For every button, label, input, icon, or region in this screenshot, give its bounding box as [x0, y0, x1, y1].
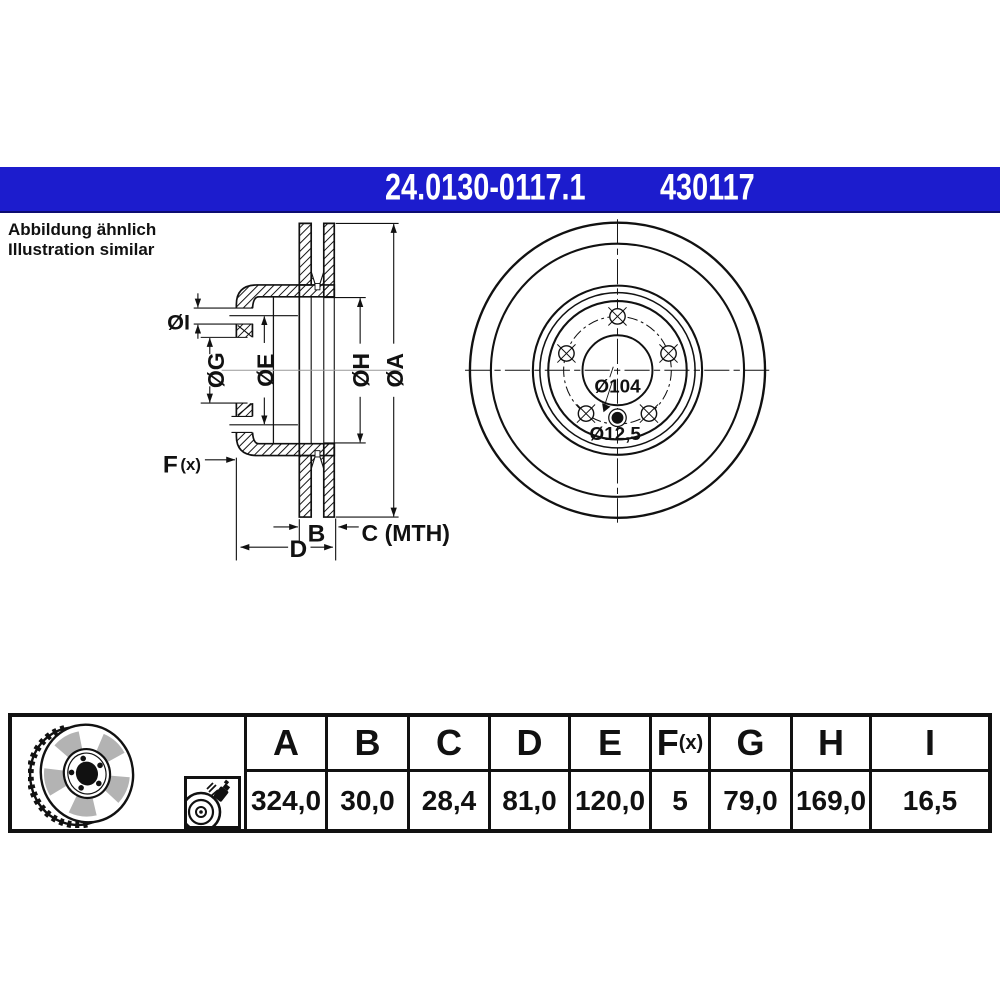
- bolt-hole: [659, 344, 677, 362]
- label-dia-i: ØI: [167, 309, 191, 335]
- header-label: F: [656, 722, 679, 763]
- label-bolt-pattern: Ø104: [594, 376, 641, 398]
- value-b: 30,0: [325, 772, 407, 829]
- col-header-a: [244, 717, 325, 772]
- label-dia-g: ØG: [202, 352, 229, 389]
- article-number: 430117: [660, 166, 755, 208]
- label-c: C (MTH): [361, 519, 450, 546]
- header-bar: [0, 167, 1000, 213]
- value-i: 16,5: [869, 772, 988, 829]
- bolt-hole: [557, 344, 575, 362]
- vent-chamfer: [320, 272, 324, 285]
- cross-section-labels: [163, 310, 450, 563]
- value-c: 28,4: [407, 772, 488, 829]
- dimension-lines: [194, 223, 399, 560]
- value-a: 324,0: [244, 772, 325, 829]
- product-image-cell: [12, 717, 244, 829]
- dimensions-table: [8, 713, 992, 833]
- value-g: 79,0: [708, 772, 790, 829]
- col-header-d: [488, 717, 568, 772]
- friction-plate-top-left: [299, 223, 311, 285]
- note-line-de: Abbildung ähnlich: [8, 220, 157, 239]
- col-header-i: [869, 717, 988, 772]
- friction-plate-bottom-right: [324, 444, 334, 517]
- value-f: 5: [649, 772, 708, 829]
- label-f: F: [162, 451, 178, 479]
- front-view: [465, 219, 770, 522]
- value-e: 120,0: [568, 772, 649, 829]
- value-d: 81,0: [488, 772, 568, 829]
- label-b: B: [307, 520, 326, 548]
- bolt-hole: [640, 405, 658, 423]
- header-label: A: [273, 722, 299, 763]
- vent-chamfer: [311, 456, 315, 469]
- note-line-en: Illustration similar: [8, 240, 155, 259]
- bolt-pattern-leader: [610, 367, 613, 377]
- col-header-c: [407, 717, 488, 772]
- friction-plate-bottom-left: [299, 456, 311, 518]
- header-label: G: [736, 722, 765, 763]
- bolt-hole: [608, 307, 626, 325]
- header-label: E: [597, 722, 622, 763]
- col-header-g: [708, 717, 790, 772]
- label-dia-e: ØE: [252, 353, 279, 387]
- label-pin-hole: Ø12,5: [589, 424, 641, 446]
- header-label: D: [516, 722, 543, 763]
- value-h: 169,0: [790, 772, 869, 829]
- part-number: 24.0130-0117.1: [385, 166, 586, 208]
- technical-drawing: [0, 215, 1000, 715]
- col-header-b: [325, 717, 407, 772]
- vent-chamfer: [311, 272, 315, 285]
- vent-chamfer: [320, 456, 324, 469]
- label-dia-a: ØA: [381, 352, 408, 388]
- header-label: H: [818, 722, 844, 763]
- header-label: I: [924, 722, 935, 763]
- header-label: C: [436, 722, 462, 763]
- label-d: D: [289, 535, 308, 563]
- col-header-e: [568, 717, 649, 772]
- header-suffix: (x): [678, 731, 704, 754]
- coating-icon-box: [184, 776, 241, 829]
- label-dia-h: ØH: [348, 352, 375, 388]
- label-f-sub: (x): [180, 455, 201, 475]
- bolt-hole: [577, 405, 595, 423]
- spray-coating-icon: [187, 779, 238, 826]
- header-label: B: [354, 722, 381, 763]
- col-header-f: [649, 717, 708, 772]
- col-header-h: [790, 717, 869, 772]
